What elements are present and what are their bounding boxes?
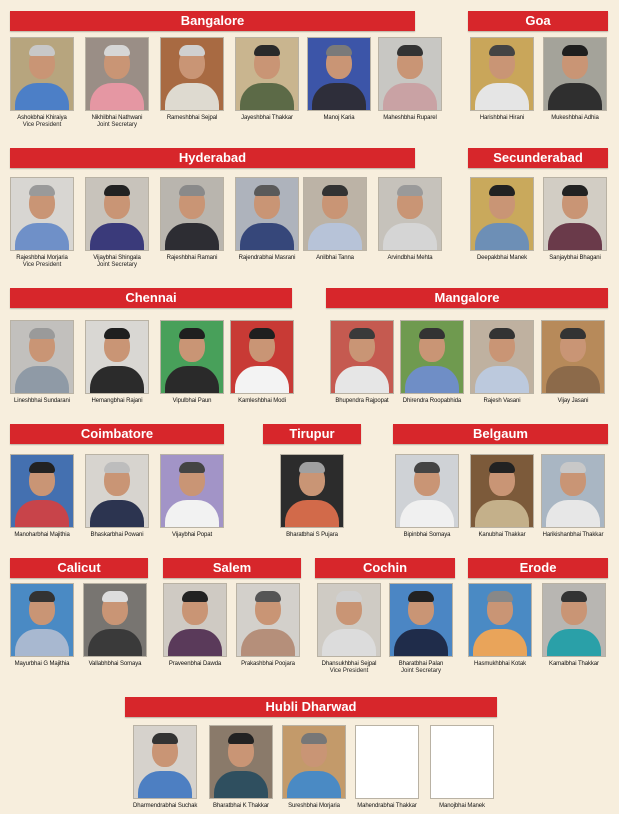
person-silhouette-hair	[104, 45, 130, 56]
person-silhouette-body	[214, 771, 268, 799]
member-card	[470, 37, 534, 122]
person-silhouette-body	[285, 500, 339, 528]
person-silhouette-hair	[249, 328, 275, 339]
person-silhouette-body	[548, 83, 602, 111]
person-silhouette-hair	[102, 591, 128, 602]
member-card	[160, 37, 224, 122]
person-silhouette-body	[90, 366, 144, 394]
person-silhouette-body	[405, 366, 459, 394]
member-card	[541, 320, 605, 405]
person-silhouette-body	[394, 629, 448, 657]
member-name: Deepakbhai Manek	[476, 255, 528, 261]
person-silhouette-hair	[560, 462, 586, 473]
person-silhouette-hair	[349, 328, 375, 339]
person-silhouette-body	[335, 366, 389, 394]
person-silhouette-body	[308, 223, 362, 251]
member-name: Rajeshbhai Ramani	[166, 255, 218, 261]
member-card	[160, 320, 224, 405]
person-silhouette-hair	[254, 45, 280, 56]
member-name: Jayeshbhai Thakkar	[241, 115, 293, 121]
member-photo	[470, 454, 534, 528]
member-card	[400, 320, 464, 405]
member-role: Vice President	[22, 122, 62, 128]
member-card	[468, 583, 532, 668]
member-card	[163, 583, 227, 668]
section-header-mangalore: Mangalore	[326, 288, 608, 308]
member-card	[209, 725, 273, 810]
person-silhouette-hair	[152, 733, 178, 744]
person-silhouette-body	[400, 500, 454, 528]
member-photo	[330, 320, 394, 394]
person-silhouette-body	[473, 629, 527, 657]
person-silhouette-body	[90, 83, 144, 111]
section-header-goa: Goa	[468, 11, 608, 31]
member-name: Bhupendra Rajpopat	[335, 398, 389, 404]
section-header-secunderabad: Secunderabad	[468, 148, 608, 168]
person-silhouette-hair	[254, 185, 280, 196]
member-photo	[542, 583, 606, 657]
member-card	[378, 37, 442, 122]
member-card	[470, 320, 534, 405]
member-photo	[470, 177, 534, 251]
section-header-tirupur: Tirupur	[263, 424, 361, 444]
person-silhouette-hair	[489, 328, 515, 339]
member-name: Vijay Jasani	[557, 398, 589, 404]
member-card	[160, 177, 224, 262]
person-silhouette-body	[168, 629, 222, 657]
member-photo	[317, 583, 381, 657]
member-photo	[543, 37, 607, 111]
member-role: Joint Secretary	[400, 668, 442, 674]
person-silhouette-body	[240, 83, 294, 111]
member-card	[133, 725, 197, 810]
person-silhouette-body	[312, 83, 366, 111]
member-photo	[160, 454, 224, 528]
person-silhouette-hair	[322, 185, 348, 196]
member-name: Rajeshbhai Morjaria	[16, 255, 68, 261]
member-card	[317, 583, 381, 675]
member-name: Harikishanbhai Thakkar	[542, 532, 604, 538]
person-silhouette-body	[240, 223, 294, 251]
member-card	[85, 454, 149, 539]
person-silhouette-body	[547, 629, 601, 657]
member-name: Bharatbhai Palan	[398, 661, 444, 667]
member-name: Anilbhai Tanna	[316, 255, 354, 261]
person-silhouette-body	[138, 771, 192, 799]
person-silhouette-hair	[104, 328, 130, 339]
member-card	[378, 177, 442, 262]
member-name: Maheshbhai Ruparel	[383, 115, 437, 121]
member-photo	[389, 583, 453, 657]
person-silhouette-body	[165, 500, 219, 528]
person-silhouette-hair	[29, 185, 55, 196]
person-silhouette-hair	[29, 462, 55, 473]
member-card	[83, 583, 147, 668]
member-name: Sureshbhai Morjaria	[288, 803, 340, 809]
member-name: Arvindbhai Mehta	[387, 255, 433, 261]
member-name: Kamleshbhai Modi	[238, 398, 286, 404]
member-photo	[282, 725, 346, 799]
person-silhouette-hair	[29, 591, 55, 602]
person-silhouette-body	[165, 223, 219, 251]
person-silhouette-hair	[255, 591, 281, 602]
person-silhouette-body	[15, 83, 69, 111]
section-header-coimbatore: Coimbatore	[10, 424, 224, 444]
person-silhouette-hair	[414, 462, 440, 473]
member-photo	[10, 583, 74, 657]
member-photo	[209, 725, 273, 799]
person-silhouette-hair	[561, 591, 587, 602]
person-silhouette-body	[322, 629, 376, 657]
member-card	[10, 177, 74, 269]
member-photo	[85, 37, 149, 111]
member-photo	[83, 583, 147, 657]
member-photo	[541, 320, 605, 394]
member-photo	[230, 320, 294, 394]
member-name: Kamalbhai Thakkar	[549, 661, 599, 667]
member-card	[395, 454, 459, 539]
person-silhouette-hair	[228, 733, 254, 744]
member-card	[543, 37, 607, 122]
member-card	[10, 37, 74, 129]
person-silhouette-hair	[397, 185, 423, 196]
person-silhouette-hair	[489, 45, 515, 56]
member-photo	[10, 454, 74, 528]
member-name: Vijaybhai Shingala	[93, 255, 141, 261]
section-header-cochin: Cochin	[315, 558, 455, 578]
member-name: Bhaskarbhai Powani	[90, 532, 144, 538]
person-silhouette-body	[383, 83, 437, 111]
person-silhouette-hair	[301, 733, 327, 744]
person-silhouette-hair	[408, 591, 434, 602]
person-silhouette-body	[165, 366, 219, 394]
person-silhouette-hair	[104, 185, 130, 196]
person-silhouette-hair	[560, 328, 586, 339]
member-card	[430, 725, 494, 810]
member-photo	[280, 454, 344, 528]
member-name: Mayurbhai G Majithia	[14, 661, 70, 667]
person-silhouette-hair	[326, 45, 352, 56]
member-name: Rameshbhai Sejpal	[166, 115, 218, 121]
member-photo	[236, 583, 300, 657]
person-silhouette-body	[90, 223, 144, 251]
person-silhouette-body	[90, 500, 144, 528]
member-name: Dharmendrabhai Suchak	[133, 803, 198, 809]
member-photo	[160, 37, 224, 111]
member-card	[355, 725, 419, 810]
member-name: Mahendrabhai Thakkar	[357, 803, 417, 809]
member-card	[470, 177, 534, 262]
member-photo	[235, 37, 299, 111]
member-name: Dhansukhbhai Sejpal	[321, 661, 377, 667]
section-header-chennai: Chennai	[10, 288, 292, 308]
section-header-calicut: Calicut	[10, 558, 148, 578]
person-silhouette-body	[475, 366, 529, 394]
section-header-bangalore: Bangalore	[10, 11, 415, 31]
member-card	[236, 583, 300, 668]
member-name: Sanjaybhai Bhagani	[549, 255, 601, 261]
member-photo	[10, 320, 74, 394]
member-name: Rajendrabhai Masrani	[238, 255, 296, 261]
member-name: Hemangbhai Rajani	[91, 398, 143, 404]
member-card	[330, 320, 394, 405]
member-role: Joint Secretary	[96, 262, 138, 268]
person-silhouette-hair	[397, 45, 423, 56]
person-silhouette-hair	[419, 328, 445, 339]
member-photo	[163, 583, 227, 657]
member-card	[542, 583, 606, 668]
person-silhouette-hair	[179, 185, 205, 196]
member-photo	[303, 177, 367, 251]
member-card	[541, 454, 605, 539]
section-header-hyderabad: Hyderabad	[10, 148, 415, 168]
member-role: Vice President	[329, 668, 369, 674]
member-photo	[10, 177, 74, 251]
member-card	[10, 454, 74, 539]
person-silhouette-hair	[104, 462, 130, 473]
member-photo	[10, 37, 74, 111]
person-silhouette-body	[88, 629, 142, 657]
member-name: Dhirendra Roopabhida	[402, 398, 462, 404]
member-photo	[85, 177, 149, 251]
member-card	[10, 583, 74, 668]
person-silhouette-hair	[182, 591, 208, 602]
person-silhouette-hair	[562, 185, 588, 196]
person-silhouette-hair	[29, 45, 55, 56]
person-silhouette-body	[383, 223, 437, 251]
member-role: Joint Secretary	[96, 122, 138, 128]
member-photo	[307, 37, 371, 111]
member-card	[10, 320, 74, 405]
person-silhouette-body	[165, 83, 219, 111]
member-name: Vallabhbhai Somaya	[88, 661, 142, 667]
member-photo	[470, 37, 534, 111]
member-card	[85, 37, 149, 129]
member-name: Harishbhai Hirani	[479, 115, 525, 121]
photo-placeholder	[430, 725, 494, 799]
person-silhouette-hair	[179, 328, 205, 339]
person-silhouette-body	[475, 500, 529, 528]
member-role: Vice President	[22, 262, 62, 268]
member-card	[303, 177, 367, 262]
member-photo	[470, 320, 534, 394]
member-name: Praveenbhai Dawda	[168, 661, 222, 667]
person-silhouette-hair	[179, 45, 205, 56]
member-name: Bharatbhai K Thakkar	[213, 803, 269, 809]
person-silhouette-body	[235, 366, 289, 394]
section-header-belgaum: Belgaum	[393, 424, 608, 444]
person-silhouette-body	[546, 366, 600, 394]
person-silhouette-hair	[29, 328, 55, 339]
member-name: Hasmukhbhai Kotak	[474, 661, 526, 667]
person-silhouette-hair	[299, 462, 325, 473]
member-card	[230, 320, 294, 405]
member-card	[235, 177, 299, 262]
member-name: Rajesh Vasani	[483, 398, 521, 404]
member-card	[160, 454, 224, 539]
member-card	[85, 320, 149, 405]
person-silhouette-body	[15, 223, 69, 251]
member-name: Bharatbhai S Pujara	[286, 532, 338, 538]
member-name: Prakashbhai Poojara	[241, 661, 295, 667]
member-photo	[160, 320, 224, 394]
member-photo	[133, 725, 197, 799]
person-silhouette-hair	[562, 45, 588, 56]
member-name: Kanubhai Thakkar	[478, 532, 526, 538]
person-silhouette-body	[287, 771, 341, 799]
person-silhouette-body	[546, 500, 600, 528]
member-card	[282, 725, 346, 810]
member-name: Lineshbhai Sundarani	[13, 398, 71, 404]
person-silhouette-body	[15, 629, 69, 657]
member-name: Vijaybhai Popat	[171, 532, 213, 538]
member-name: Manojbhai Manek	[439, 803, 485, 809]
person-silhouette-hair	[179, 462, 205, 473]
person-silhouette-body	[548, 223, 602, 251]
member-photo	[541, 454, 605, 528]
member-photo	[85, 320, 149, 394]
photo-placeholder	[355, 725, 419, 799]
person-silhouette-body	[475, 83, 529, 111]
member-card	[235, 37, 299, 122]
member-photo	[160, 177, 224, 251]
person-silhouette-body	[475, 223, 529, 251]
person-silhouette-body	[15, 500, 69, 528]
member-card	[543, 177, 607, 262]
member-name: Mukeshbhai Adhia	[551, 115, 599, 121]
member-name: Manoharbhai Majithia	[14, 532, 70, 538]
member-card	[85, 177, 149, 269]
member-name: Nikhilbhai Nathwani	[91, 115, 143, 121]
member-photo	[378, 177, 442, 251]
section-header-salem: Salem	[163, 558, 301, 578]
member-card	[389, 583, 453, 675]
member-card	[280, 454, 344, 539]
member-card	[470, 454, 534, 539]
member-name: Vipulbhai Paun	[172, 398, 212, 404]
person-silhouette-hair	[489, 185, 515, 196]
person-silhouette-body	[241, 629, 295, 657]
member-photo	[378, 37, 442, 111]
member-photo	[543, 177, 607, 251]
section-header-hubli: Hubli Dharwad	[125, 697, 497, 717]
section-header-erode: Erode	[468, 558, 608, 578]
member-name: Bipinbhai Somaya	[403, 532, 451, 538]
member-photo	[395, 454, 459, 528]
member-name: Ashokbhai Khiraiya	[17, 115, 67, 121]
person-silhouette-hair	[336, 591, 362, 602]
member-name: Manoj Karia	[323, 115, 355, 121]
person-silhouette-body	[15, 366, 69, 394]
member-photo	[85, 454, 149, 528]
person-silhouette-hair	[489, 462, 515, 473]
member-photo	[235, 177, 299, 251]
member-photo	[400, 320, 464, 394]
person-silhouette-hair	[487, 591, 513, 602]
member-card	[307, 37, 371, 122]
member-photo	[468, 583, 532, 657]
